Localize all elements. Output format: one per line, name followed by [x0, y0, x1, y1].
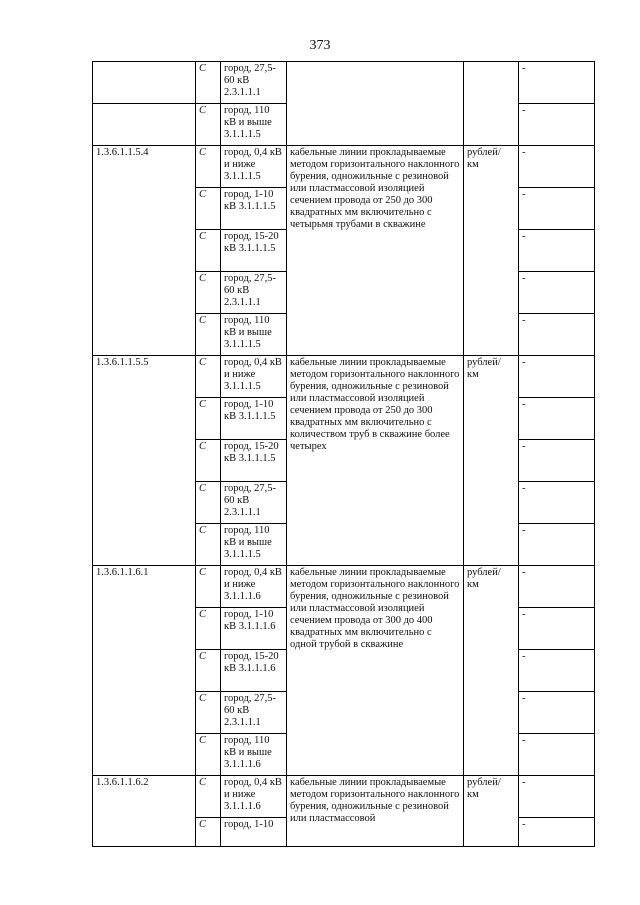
category-cell: город, 15-20 кВ 3.1.1.1.6 — [221, 650, 287, 692]
code-cell: 1.3.6.1.1.5.5 — [93, 356, 196, 566]
value-cell: - — [519, 734, 595, 776]
category-cell: город, 0,4 кВ и ниже 3.1.1.1.6 — [221, 776, 287, 818]
unit-cell: рублей/ км — [464, 776, 519, 847]
symbol-cell: С — [196, 146, 221, 188]
symbol-cell: С — [196, 482, 221, 524]
category-cell: город, 110 кВ и выше 3.1.1.1.5 — [221, 524, 287, 566]
table-row — [93, 566, 595, 608]
value-cell: - — [519, 776, 595, 818]
value-cell: - — [519, 356, 595, 398]
symbol-cell: С — [196, 398, 221, 440]
value-cell: - — [519, 314, 595, 356]
value-cell: - — [519, 188, 595, 230]
description-cell — [287, 62, 464, 146]
symbol-cell: С — [196, 776, 221, 818]
value-cell: - — [519, 398, 595, 440]
symbol-cell: С — [196, 692, 221, 734]
category-cell: город, 0,4 кВ и ниже 3.1.1.1.6 — [221, 566, 287, 608]
category-cell: город, 1-10 кВ 3.1.1.1.5 — [221, 398, 287, 440]
value-cell: - — [519, 692, 595, 734]
value-cell: - — [519, 524, 595, 566]
code-cell — [93, 62, 196, 104]
symbol-cell: С — [196, 314, 221, 356]
category-cell: город, 15-20 кВ 3.1.1.1.5 — [221, 230, 287, 272]
symbol-cell: С — [196, 230, 221, 272]
symbol-cell: С — [196, 440, 221, 482]
value-cell: - — [519, 650, 595, 692]
category-cell: город, 0,4 кВ и ниже 3.1.1.1.5 — [221, 146, 287, 188]
tariff-table-body — [93, 62, 595, 847]
code-cell: 1.3.6.1.1.6.2 — [93, 776, 196, 847]
category-cell: город, 27,5-60 кВ 2.3.1.1.1 — [221, 62, 287, 104]
symbol-cell: С — [196, 104, 221, 146]
symbol-cell: С — [196, 818, 221, 847]
symbol-cell: С — [196, 62, 221, 104]
value-cell: - — [519, 482, 595, 524]
value-cell: - — [519, 566, 595, 608]
category-cell: город, 27,5-60 кВ 2.3.1.1.1 — [221, 692, 287, 734]
category-cell: город, 1-10 кВ 3.1.1.1.6 — [221, 608, 287, 650]
category-cell: город, 15-20 кВ 3.1.1.1.5 — [221, 440, 287, 482]
table-row — [93, 146, 595, 188]
value-cell: - — [519, 146, 595, 188]
symbol-cell: С — [196, 566, 221, 608]
unit-cell — [464, 62, 519, 146]
value-cell: - — [519, 272, 595, 314]
unit-cell: рублей/ км — [464, 356, 519, 566]
category-cell: город, 1-10 кВ 3.1.1.1.5 — [221, 188, 287, 230]
unit-cell: рублей/ км — [464, 146, 519, 356]
value-cell: - — [519, 104, 595, 146]
category-cell: город, 110 кВ и выше 3.1.1.1.5 — [221, 314, 287, 356]
table-row — [93, 776, 595, 818]
page-number: 373 — [309, 38, 331, 53]
description-cell: кабельные линии прокладываемые методом горизонтального наклонного бурения, одножильные с резиновой или пластмассовой — [287, 776, 464, 847]
value-cell: - — [519, 440, 595, 482]
symbol-cell: С — [196, 608, 221, 650]
category-cell: город, 27,5-60 кВ 2.3.1.1.1 — [221, 482, 287, 524]
code-cell: 1.3.6.1.1.6.1 — [93, 566, 196, 776]
category-cell: город, 0,4 кВ и ниже 3.1.1.1.5 — [221, 356, 287, 398]
symbol-cell: С — [196, 356, 221, 398]
value-cell: - — [519, 230, 595, 272]
category-cell: город, 1-10 — [221, 818, 287, 847]
description-cell: кабельные линии прокладываемые методом горизонтального наклонного бурения, одножильные с резиновой или пластмассовой изоляцией сечением провода от 250 до 300 квадратных мм включительно с четырьмя трубами в скважине — [287, 146, 464, 356]
symbol-cell: С — [196, 272, 221, 314]
symbol-cell: С — [196, 734, 221, 776]
tariff-table — [92, 61, 595, 847]
unit-cell: рублей/ км — [464, 566, 519, 776]
description-cell: кабельные линии прокладываемые методом горизонтального наклонного бурения, одножильные с резиновой или пластмассовой изоляцией сечением провода от 300 до 400 квадратных мм включительно с одной трубой в скважине — [287, 566, 464, 776]
symbol-cell: С — [196, 650, 221, 692]
value-cell: - — [519, 818, 595, 847]
table-row — [93, 356, 595, 398]
symbol-cell: С — [196, 524, 221, 566]
table-row — [93, 62, 595, 104]
code-cell: 1.3.6.1.1.5.4 — [93, 146, 196, 356]
code-cell — [93, 104, 196, 146]
value-cell: - — [519, 608, 595, 650]
category-cell: город, 27,5-60 кВ 2.3.1.1.1 — [221, 272, 287, 314]
category-cell: город, 110 кВ и выше 3.1.1.1.6 — [221, 734, 287, 776]
symbol-cell: С — [196, 188, 221, 230]
value-cell: - — [519, 62, 595, 104]
description-cell: кабельные линии прокладываемые методом горизонтального наклонного бурения, одножильные с резиновой или пластмассовой изоляцией сечением провода от 250 до 300 квадратных мм включительно с количеством труб в скважине более четырех — [287, 356, 464, 566]
category-cell: город, 110 кВ и выше 3.1.1.1.5 — [221, 104, 287, 146]
